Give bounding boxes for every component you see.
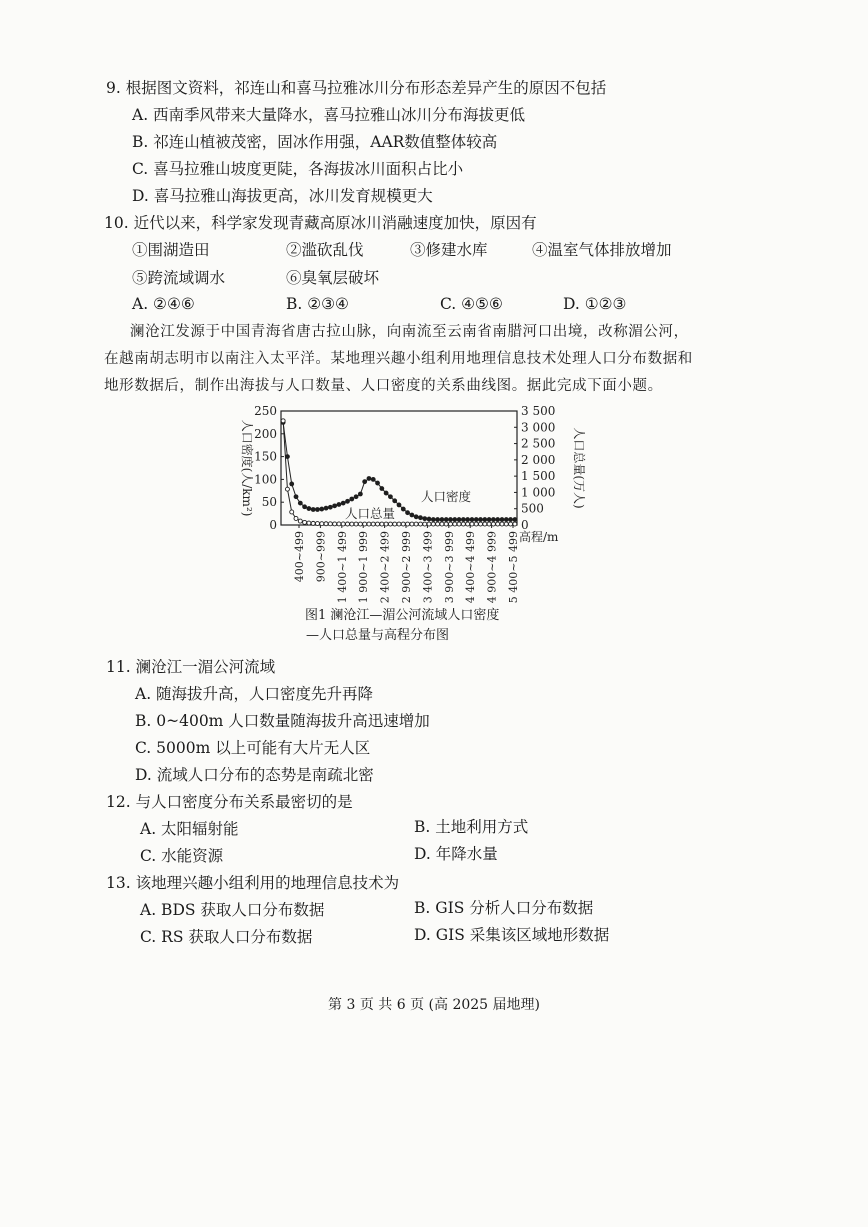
x-tick-label: 1 400~1 499 bbox=[335, 531, 349, 604]
total-point bbox=[350, 522, 354, 526]
x-tick-label: 2 400~2 499 bbox=[378, 531, 392, 604]
density-point bbox=[461, 517, 466, 522]
total-point bbox=[294, 516, 298, 520]
density-point bbox=[448, 517, 453, 522]
right-tick-label: 0 bbox=[521, 518, 529, 532]
right-axis-title: 人口总量(万人) bbox=[572, 427, 586, 509]
density-point bbox=[405, 510, 410, 515]
x-tick-label: 3 400~3 499 bbox=[421, 531, 435, 604]
total-point bbox=[388, 522, 392, 526]
density-point bbox=[491, 517, 496, 522]
total-point bbox=[500, 522, 504, 526]
q12-option-a[interactable]: A. 太阳辐射能 bbox=[140, 820, 239, 838]
x-axis-title: 高程/m bbox=[519, 530, 559, 544]
left-axis-title: 人口密度(人/km²) bbox=[240, 419, 254, 517]
total-point bbox=[324, 522, 328, 526]
total-point bbox=[380, 522, 384, 526]
density-point bbox=[452, 517, 457, 522]
q13-option-a[interactable]: A. BDS 获取人口分布数据 bbox=[140, 901, 325, 919]
right-tick-label: 3 500 bbox=[521, 404, 556, 418]
x-tick-label: 5 400~5 499 bbox=[507, 531, 520, 604]
total-point bbox=[496, 522, 500, 526]
density-point bbox=[409, 513, 414, 518]
total-point bbox=[483, 522, 487, 526]
density-point bbox=[379, 486, 384, 491]
density-point bbox=[341, 501, 346, 506]
density-point bbox=[397, 503, 402, 508]
density-point bbox=[482, 517, 487, 522]
total-point bbox=[281, 419, 285, 423]
q11-option-a[interactable]: A. 随海拔升高，人口密度先升再降 bbox=[135, 685, 374, 703]
density-point bbox=[371, 477, 376, 482]
q11-stem: 11. 澜沧江一湄公河流域 bbox=[106, 658, 276, 676]
total-point bbox=[479, 522, 483, 526]
total-point bbox=[466, 522, 470, 526]
material-line-2: 在越南胡志明市以南注入太平洋。某地理兴趣小组利用地理信息技术处理人口分布数据和 bbox=[104, 351, 693, 367]
density-point bbox=[315, 507, 320, 512]
density-point bbox=[465, 517, 470, 522]
density-point bbox=[345, 499, 350, 504]
total-point bbox=[513, 522, 517, 526]
chart-caption-line-1: 图1 澜沧江—湄公河流域人口密度 bbox=[305, 608, 500, 623]
density-point bbox=[508, 517, 513, 522]
left-tick-label: 150 bbox=[254, 449, 277, 464]
total-point bbox=[290, 510, 294, 514]
total-point bbox=[410, 522, 414, 526]
density-point bbox=[349, 497, 354, 502]
density-point bbox=[495, 517, 500, 522]
total-point bbox=[376, 522, 380, 526]
x-tick-label: 1 900~1 999 bbox=[357, 531, 371, 604]
density-point bbox=[294, 494, 299, 499]
total-point bbox=[457, 522, 461, 526]
density-point bbox=[388, 494, 393, 499]
density-point bbox=[324, 506, 329, 511]
right-tick-label: 3 000 bbox=[521, 420, 556, 435]
total-point bbox=[333, 522, 337, 526]
total-point bbox=[367, 522, 371, 526]
total-point bbox=[363, 522, 367, 526]
density-point bbox=[384, 491, 389, 496]
total-point bbox=[358, 522, 362, 526]
density-point bbox=[401, 507, 406, 512]
total-point bbox=[393, 522, 397, 526]
total-point bbox=[320, 522, 324, 526]
q13-option-b[interactable]: B. GIS 分析人口分布数据 bbox=[414, 899, 594, 917]
q9-stem: 9. 根据图文资料，祁连山和喜马拉雅冰川分布形态差异产生的原因不包括 bbox=[106, 79, 607, 97]
total-point bbox=[397, 522, 401, 526]
q13-stem: 13. 该地理兴趣小组利用的地理信息技术为 bbox=[106, 874, 400, 892]
density-point bbox=[474, 517, 479, 522]
q10-item-4: ④温室气体排放增加 bbox=[532, 241, 672, 259]
density-point bbox=[422, 516, 427, 521]
density-point bbox=[431, 517, 436, 522]
right-tick-label: 2 000 bbox=[521, 452, 556, 467]
q10-stem: 10. 近代以来，科学家发现青藏高原冰川消融速度加快，原因有 bbox=[104, 214, 537, 232]
density-point bbox=[328, 505, 333, 510]
total-point bbox=[311, 521, 315, 525]
q10-option-b[interactable]: B. ②③④ bbox=[286, 295, 349, 313]
density-point bbox=[289, 482, 294, 487]
density-point bbox=[354, 494, 359, 499]
total-point bbox=[303, 520, 307, 524]
density-point bbox=[418, 515, 423, 520]
total-point bbox=[341, 522, 345, 526]
density-point bbox=[427, 517, 432, 522]
page-footer: 第 3 页 共 6 页 (高 2025 届地理) bbox=[328, 997, 540, 1013]
density-point bbox=[512, 517, 517, 522]
right-tick-label: 1 000 bbox=[521, 485, 556, 500]
left-tick-label: 100 bbox=[254, 472, 277, 487]
density-point bbox=[487, 517, 492, 522]
total-point bbox=[414, 522, 418, 526]
density-point bbox=[504, 517, 509, 522]
x-tick-label: 400~499 bbox=[293, 531, 306, 583]
total-point bbox=[436, 522, 440, 526]
total-point bbox=[328, 522, 332, 526]
q9-option-b[interactable]: B. 祁连山植被茂密，固冰作用强，AAR数值整体较高 bbox=[132, 133, 498, 151]
density-point bbox=[337, 502, 342, 507]
density-point bbox=[311, 507, 316, 512]
q9-option-a[interactable]: A. 西南季风带来大量降水，喜马拉雅山冰川分布海拔更低 bbox=[132, 106, 526, 124]
total-point bbox=[509, 522, 513, 526]
right-tick-label: 1 500 bbox=[521, 469, 556, 484]
total-point bbox=[418, 522, 422, 526]
right-tick-label: 500 bbox=[521, 501, 544, 516]
left-tick-label: 50 bbox=[261, 495, 277, 510]
total-point bbox=[337, 522, 341, 526]
density-point bbox=[362, 479, 367, 484]
density-point bbox=[457, 517, 462, 522]
density-point bbox=[435, 517, 440, 522]
total-point bbox=[431, 522, 435, 526]
total-point bbox=[307, 521, 311, 525]
left-tick-label: 250 bbox=[254, 404, 277, 418]
density-point bbox=[302, 504, 307, 509]
total-point bbox=[427, 522, 431, 526]
total-point bbox=[384, 522, 388, 526]
x-tick-label: 4 900~4 999 bbox=[485, 531, 499, 604]
q10-item-1: ①围湖造田 bbox=[132, 241, 210, 259]
density-point bbox=[500, 517, 505, 522]
total-point bbox=[371, 522, 375, 526]
q12-option-b[interactable]: B. 土地利用方式 bbox=[414, 818, 529, 836]
total-point bbox=[461, 522, 465, 526]
q10-option-c[interactable]: C. ④⑤⑥ bbox=[440, 295, 503, 313]
right-tick-label: 2 500 bbox=[521, 436, 556, 451]
elevation-population-chart bbox=[225, 400, 605, 605]
x-tick-label: 3 900~3 999 bbox=[442, 531, 456, 604]
total-point bbox=[453, 522, 457, 526]
q10-option-a[interactable]: A. ②④⑥ bbox=[132, 295, 195, 313]
density-point bbox=[319, 507, 324, 512]
q13-option-c[interactable]: C. RS 获取人口分布数据 bbox=[140, 928, 313, 946]
total-point bbox=[285, 487, 289, 491]
q11-option-d[interactable]: D. 流域人口分布的态势是南疏北密 bbox=[135, 766, 374, 784]
chart-caption-line-2: —人口总量与高程分布图 bbox=[306, 628, 450, 643]
q13-option-d[interactable]: D. GIS 采集该区域地形数据 bbox=[414, 926, 610, 944]
density-point bbox=[444, 517, 449, 522]
material-line-3: 地形数据后，制作出海拔与人口数量、人口密度的关系曲线图。据此完成下面小题。 bbox=[104, 378, 663, 394]
q9-option-c[interactable]: C. 喜马拉雅山坡度更陡，各海拔冰川面积占比小 bbox=[132, 160, 464, 178]
total-point bbox=[315, 522, 319, 526]
density-point bbox=[306, 506, 311, 511]
total-point bbox=[298, 519, 302, 523]
total-point bbox=[401, 522, 405, 526]
q10-item-3: ③修建水库 bbox=[410, 241, 488, 259]
total-point bbox=[491, 522, 495, 526]
density-point bbox=[440, 517, 445, 522]
q10-item-5: ⑤跨流域调水 bbox=[132, 269, 226, 287]
total-point bbox=[448, 522, 452, 526]
x-tick-label: 4 400~4 499 bbox=[464, 531, 478, 604]
x-tick-label: 2 900~2 999 bbox=[400, 531, 413, 604]
total-point bbox=[354, 522, 358, 526]
total-point bbox=[474, 522, 478, 526]
q9-option-d[interactable]: D. 喜马拉雅山海拔更高，冰川发育规模更大 bbox=[132, 187, 433, 205]
q11-option-c[interactable]: C. 5000m 以上可能有大片无人区 bbox=[135, 739, 371, 757]
total-point bbox=[423, 522, 427, 526]
density-point bbox=[414, 514, 419, 519]
q12-stem: 12. 与人口密度分布关系最密切的是 bbox=[106, 793, 353, 811]
density-point bbox=[358, 492, 363, 497]
q10-option-d[interactable]: D. ①②③ bbox=[563, 295, 627, 313]
total-point bbox=[406, 522, 410, 526]
q10-item-2: ②滥砍乱伐 bbox=[286, 241, 364, 259]
total-point bbox=[504, 522, 508, 526]
density-point bbox=[470, 517, 475, 522]
x-tick-label: 900~999 bbox=[314, 531, 328, 583]
q10-item-6: ⑥臭氧层破坏 bbox=[286, 269, 380, 287]
density-point bbox=[392, 498, 397, 503]
q11-option-b[interactable]: B. 0~400m 人口数量随海拔升高迅速增加 bbox=[135, 712, 430, 730]
density-point bbox=[332, 503, 337, 508]
density-point bbox=[478, 517, 483, 522]
density-point bbox=[298, 501, 303, 506]
total-point bbox=[444, 522, 448, 526]
total-point bbox=[470, 522, 474, 526]
density-point bbox=[375, 481, 380, 486]
total-point bbox=[346, 522, 350, 526]
q12-option-c[interactable]: C. 水能资源 bbox=[140, 847, 224, 865]
left-tick-label: 0 bbox=[269, 518, 277, 532]
left-tick-label: 200 bbox=[254, 426, 277, 441]
density-series-label: 人口密度 bbox=[421, 489, 472, 504]
density-point bbox=[367, 476, 372, 481]
total-point bbox=[487, 522, 491, 526]
material-line-1: 澜沧江发源于中国青海省唐古拉山脉，向南流至云南省南腊河口出境，改称湄公河， bbox=[130, 324, 689, 340]
total-series-label: 人口总量 bbox=[345, 506, 396, 521]
total-point bbox=[440, 522, 444, 526]
q12-option-d[interactable]: D. 年降水量 bbox=[414, 845, 498, 863]
